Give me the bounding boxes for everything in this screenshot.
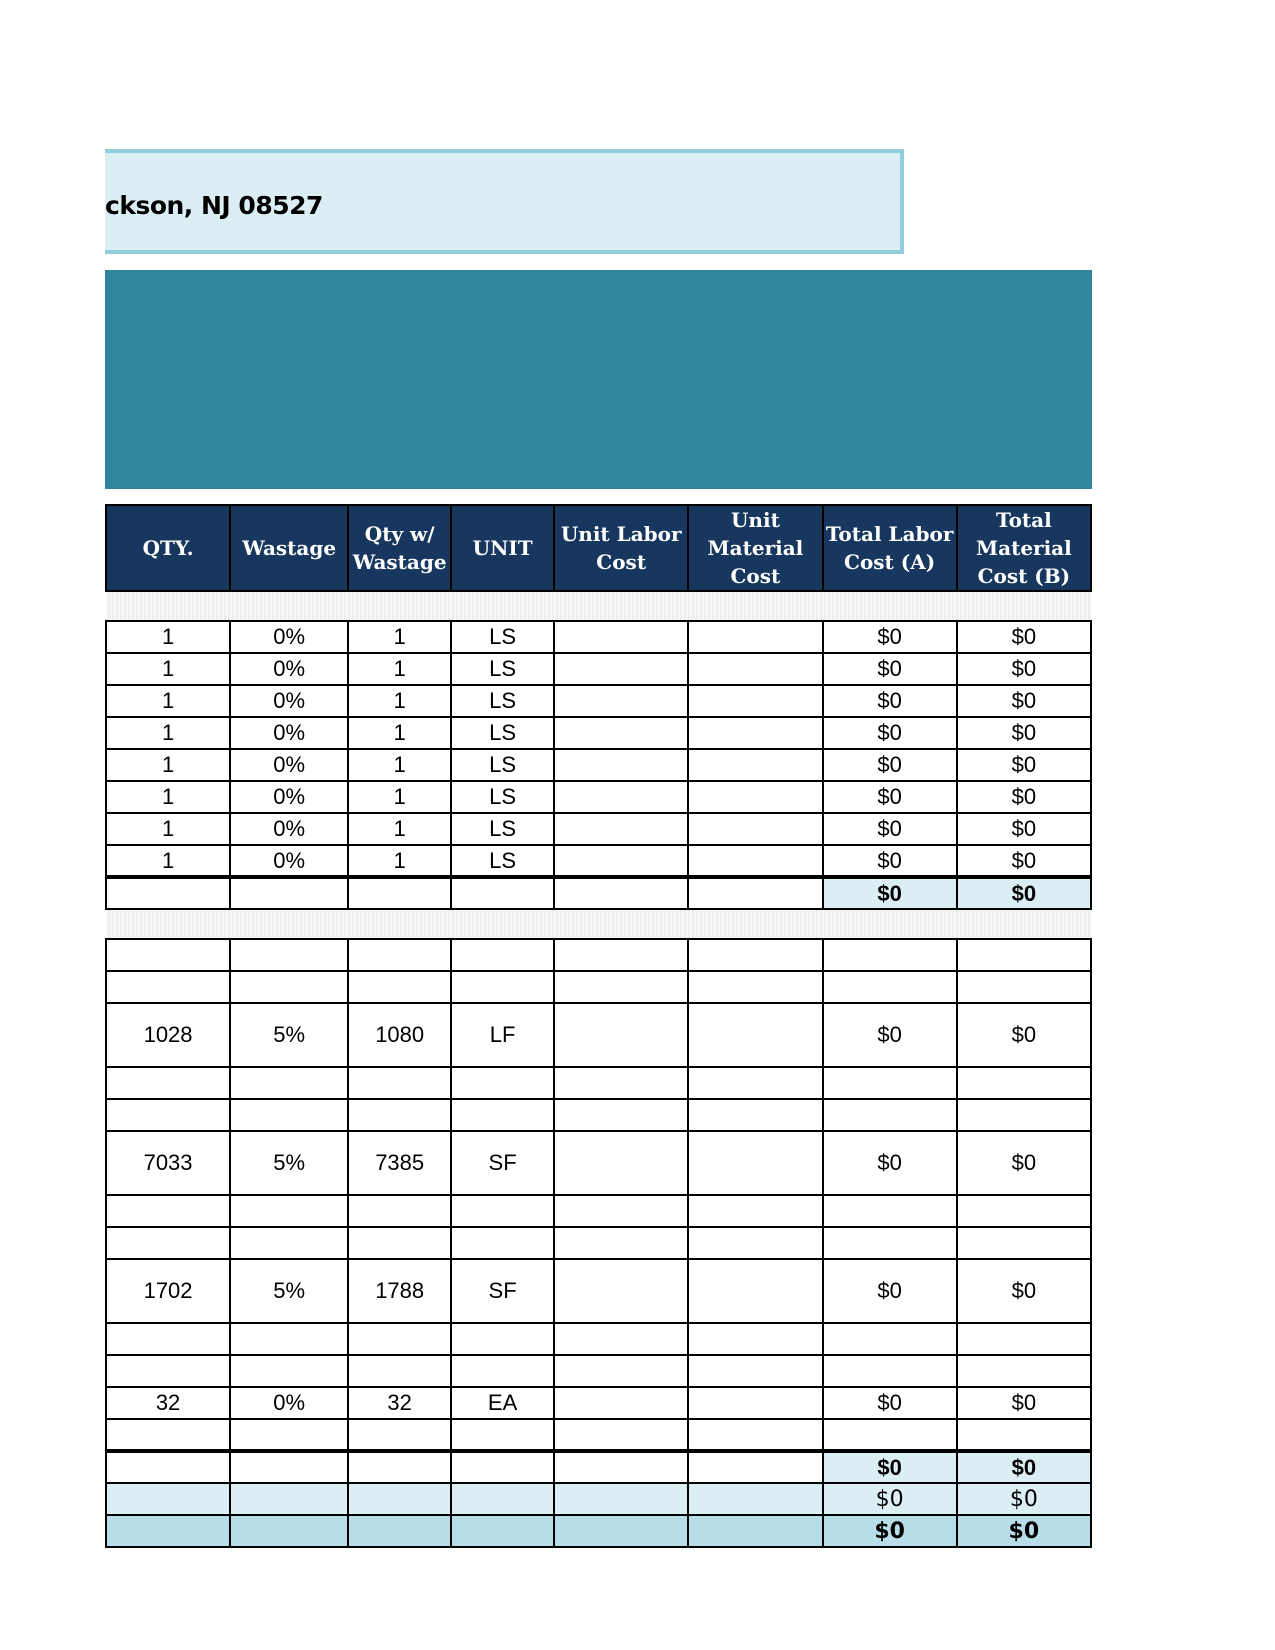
table-row — [106, 845, 1091, 877]
cell-qty-with-wastage — [348, 1451, 451, 1483]
cell-unit[interactable]: LS — [451, 653, 554, 685]
cell-total-material-cost[interactable] — [957, 1323, 1091, 1355]
cell-unit[interactable]: LF — [451, 1003, 554, 1067]
cell-wastage[interactable]: 0% — [230, 717, 348, 749]
cell-qty-with-wastage[interactable]: 1 — [348, 653, 451, 685]
cell-unit[interactable] — [451, 939, 554, 971]
cell-total-labor-cost[interactable] — [823, 1419, 957, 1451]
table-row — [106, 971, 1091, 1003]
cell-unit-labor-cost[interactable] — [554, 971, 688, 1003]
cell-unit-material-cost — [688, 1515, 822, 1547]
cell-unit[interactable] — [451, 1227, 554, 1259]
cell-wastage[interactable] — [230, 971, 348, 1003]
cell-qty[interactable]: 1 — [106, 717, 230, 749]
cell-unit-material-cost[interactable] — [688, 1355, 822, 1387]
cell-qty[interactable]: 1702 — [106, 1259, 230, 1323]
cell-unit-material-cost[interactable] — [688, 781, 822, 813]
subtotal-section-1-material: $0 — [957, 877, 1091, 909]
col-header-unit-labor-cost: Unit Labor Cost — [554, 505, 688, 591]
cell-wastage[interactable] — [230, 1067, 348, 1099]
cell-unit-labor-cost — [554, 1451, 688, 1483]
cell-total-labor-cost[interactable]: $0 — [823, 685, 957, 717]
cell-total-material-cost[interactable]: $0 — [957, 653, 1091, 685]
cell-qty-with-wastage[interactable]: 1 — [348, 685, 451, 717]
cell-qty-with-wastage[interactable] — [348, 1355, 451, 1387]
cell-unit-labor-cost[interactable] — [554, 845, 688, 877]
cell-qty[interactable]: 1 — [106, 749, 230, 781]
header-row — [106, 505, 1091, 591]
cell-qty[interactable] — [106, 1355, 230, 1387]
cell-unit-material-cost[interactable] — [688, 1003, 822, 1067]
cell-qty-with-wastage[interactable] — [348, 1323, 451, 1355]
table-row — [106, 1195, 1091, 1227]
col-header-qty-with-wastage: Qty w/ Wastage — [348, 505, 451, 591]
cell-qty-with-wastage[interactable] — [348, 939, 451, 971]
cell-wastage — [230, 1515, 348, 1547]
cell-unit-material-cost[interactable] — [688, 1131, 822, 1195]
grand-total-row — [106, 1515, 1091, 1547]
cell-unit[interactable]: LS — [451, 621, 554, 653]
section-divider-cell — [106, 591, 1091, 621]
cell-unit-material-cost[interactable] — [688, 749, 822, 781]
cell-qty[interactable]: 7033 — [106, 1131, 230, 1195]
cell-unit-labor-cost[interactable] — [554, 1003, 688, 1067]
cell-total-material-cost[interactable] — [957, 1195, 1091, 1227]
cell-total-labor-cost[interactable] — [823, 1227, 957, 1259]
table-row — [106, 939, 1091, 971]
cell-wastage[interactable] — [230, 1323, 348, 1355]
table-row — [106, 1131, 1091, 1195]
table-row — [106, 781, 1091, 813]
cell-unit-labor-cost[interactable] — [554, 749, 688, 781]
cell-qty-with-wastage[interactable]: 1 — [348, 845, 451, 877]
subtotal-section-2-labor: $0 — [823, 1451, 957, 1483]
cell-unit-labor-cost[interactable] — [554, 1387, 688, 1419]
cell-unit-material-cost — [688, 1483, 822, 1515]
cell-total-labor-cost[interactable]: $0 — [823, 813, 957, 845]
cell-wastage[interactable]: 0% — [230, 621, 348, 653]
cell-total-labor-cost[interactable]: $0 — [823, 845, 957, 877]
grand-total-row-labor: $0 — [823, 1515, 957, 1547]
cell-unit-labor-cost[interactable] — [554, 717, 688, 749]
subtotal-section-2-material: $0 — [957, 1451, 1091, 1483]
cell-unit[interactable] — [451, 971, 554, 1003]
cell-qty-with-wastage[interactable]: 1788 — [348, 1259, 451, 1323]
subtotal-section-2 — [106, 1451, 1091, 1483]
cell-qty — [106, 1483, 230, 1515]
cell-unit-labor-cost[interactable] — [554, 813, 688, 845]
cell-qty-with-wastage[interactable] — [348, 1227, 451, 1259]
cell-unit[interactable] — [451, 1195, 554, 1227]
cell-unit-labor-cost[interactable] — [554, 1099, 688, 1131]
cell-unit[interactable] — [451, 1099, 554, 1131]
cell-unit-material-cost[interactable] — [688, 1419, 822, 1451]
cell-unit-labor-cost[interactable] — [554, 781, 688, 813]
cell-wastage[interactable]: 0% — [230, 1387, 348, 1419]
cell-total-labor-cost[interactable] — [823, 1067, 957, 1099]
cell-qty-with-wastage[interactable] — [348, 1099, 451, 1131]
table-row — [106, 685, 1091, 717]
cell-qty[interactable]: 1 — [106, 621, 230, 653]
cell-unit-material-cost — [688, 1451, 822, 1483]
section-divider — [106, 591, 1091, 621]
cell-total-labor-cost[interactable]: $0 — [823, 717, 957, 749]
cell-wastage — [230, 1451, 348, 1483]
cell-qty-with-wastage[interactable]: 1 — [348, 813, 451, 845]
cell-total-material-cost[interactable]: $0 — [957, 717, 1091, 749]
cell-total-material-cost[interactable] — [957, 1099, 1091, 1131]
cell-qty[interactable]: 1 — [106, 781, 230, 813]
cell-unit[interactable]: LS — [451, 717, 554, 749]
col-header-total-material-cost: Total Material Cost (B) — [957, 505, 1091, 591]
cell-unit-labor-cost[interactable] — [554, 1259, 688, 1323]
cell-wastage[interactable] — [230, 1419, 348, 1451]
cell-qty[interactable]: 1 — [106, 813, 230, 845]
table-row — [106, 1259, 1091, 1323]
cell-unit-labor-cost — [554, 1515, 688, 1547]
table-row — [106, 1227, 1091, 1259]
cell-qty-with-wastage[interactable] — [348, 1195, 451, 1227]
cell-unit-material-cost[interactable] — [688, 685, 822, 717]
col-header-unit: UNIT — [451, 505, 554, 591]
cell-unit-material-cost — [688, 877, 822, 909]
subtotal-section-1 — [106, 877, 1091, 909]
table-row — [106, 1419, 1091, 1451]
cell-unit-labor-cost — [554, 1483, 688, 1515]
cell-wastage[interactable] — [230, 939, 348, 971]
cell-unit-material-cost[interactable] — [688, 971, 822, 1003]
cell-unit[interactable] — [451, 1419, 554, 1451]
cell-unit-labor-cost[interactable] — [554, 1323, 688, 1355]
cell-unit — [451, 877, 554, 909]
cell-unit[interactable] — [451, 1355, 554, 1387]
table-row — [106, 1355, 1091, 1387]
cell-qty[interactable]: 1 — [106, 845, 230, 877]
table-row — [106, 1003, 1091, 1067]
cell-qty-with-wastage — [348, 1483, 451, 1515]
cell-total-labor-cost[interactable] — [823, 1195, 957, 1227]
cell-wastage[interactable]: 0% — [230, 685, 348, 717]
table-row — [106, 621, 1091, 653]
cell-unit-material-cost[interactable] — [688, 653, 822, 685]
table-row — [106, 717, 1091, 749]
cell-unit[interactable] — [451, 1067, 554, 1099]
cell-qty[interactable]: 1028 — [106, 1003, 230, 1067]
cell-unit-material-cost[interactable] — [688, 1323, 822, 1355]
cell-unit-material-cost[interactable] — [688, 939, 822, 971]
tax-row — [106, 1483, 1091, 1515]
cell-unit[interactable]: LS — [451, 813, 554, 845]
tax-row-labor: $0 — [823, 1483, 957, 1515]
cell-qty[interactable] — [106, 939, 230, 971]
cell-unit-labor-cost[interactable] — [554, 1195, 688, 1227]
cell-qty-with-wastage[interactable]: 1 — [348, 717, 451, 749]
cell-total-labor-cost[interactable]: $0 — [823, 1387, 957, 1419]
cell-total-material-cost[interactable]: $0 — [957, 621, 1091, 653]
cell-unit-labor-cost — [554, 877, 688, 909]
tax-row-material: $0 — [957, 1483, 1091, 1515]
cell-wastage[interactable]: 0% — [230, 653, 348, 685]
col-header-total-labor-cost: Total Labor Cost (A) — [823, 505, 957, 591]
cell-qty[interactable] — [106, 1419, 230, 1451]
cell-total-material-cost[interactable] — [957, 1355, 1091, 1387]
cell-qty[interactable]: 32 — [106, 1387, 230, 1419]
section-divider — [106, 909, 1091, 939]
cell-wastage — [230, 877, 348, 909]
cell-total-material-cost[interactable] — [957, 1067, 1091, 1099]
cell-unit-material-cost[interactable] — [688, 1195, 822, 1227]
cell-total-labor-cost[interactable] — [823, 1323, 957, 1355]
cell-wastage[interactable]: 0% — [230, 749, 348, 781]
cell-unit — [451, 1451, 554, 1483]
cell-wastage[interactable]: 0% — [230, 781, 348, 813]
cell-total-labor-cost[interactable]: $0 — [823, 1131, 957, 1195]
table-row — [106, 1387, 1091, 1419]
cell-unit-material-cost[interactable] — [688, 1099, 822, 1131]
cell-total-material-cost[interactable]: $0 — [957, 813, 1091, 845]
cell-total-labor-cost[interactable]: $0 — [823, 749, 957, 781]
table-row — [106, 1323, 1091, 1355]
cell-wastage[interactable] — [230, 1195, 348, 1227]
cell-unit-material-cost[interactable] — [688, 813, 822, 845]
cell-qty[interactable]: 1 — [106, 653, 230, 685]
cell-qty-with-wastage[interactable]: 1 — [348, 781, 451, 813]
cell-qty[interactable] — [106, 1067, 230, 1099]
cell-total-material-cost[interactable] — [957, 939, 1091, 971]
cell-qty-with-wastage[interactable]: 32 — [348, 1387, 451, 1419]
cell-unit-labor-cost[interactable] — [554, 685, 688, 717]
cell-unit-labor-cost[interactable] — [554, 1419, 688, 1451]
cell-total-material-cost[interactable]: $0 — [957, 845, 1091, 877]
cell-qty — [106, 1451, 230, 1483]
cell-qty-with-wastage[interactable] — [348, 1419, 451, 1451]
cell-total-material-cost[interactable]: $0 — [957, 781, 1091, 813]
cell-wastage[interactable]: 5% — [230, 1131, 348, 1195]
cell-unit[interactable]: LS — [451, 845, 554, 877]
cell-unit[interactable]: SF — [451, 1131, 554, 1195]
cell-qty — [106, 877, 230, 909]
cell-unit-labor-cost[interactable] — [554, 621, 688, 653]
cell-qty-with-wastage[interactable]: 1080 — [348, 1003, 451, 1067]
table-row — [106, 653, 1091, 685]
project-address: ckson, NJ 08527 — [105, 191, 323, 220]
cell-qty[interactable] — [106, 1323, 230, 1355]
cell-wastage[interactable] — [230, 1355, 348, 1387]
estimate-table — [105, 504, 1092, 1548]
cell-total-material-cost[interactable]: $0 — [957, 749, 1091, 781]
cell-total-labor-cost[interactable]: $0 — [823, 781, 957, 813]
cell-wastage[interactable]: 5% — [230, 1259, 348, 1323]
cell-unit[interactable]: EA — [451, 1387, 554, 1419]
cell-wastage[interactable]: 5% — [230, 1003, 348, 1067]
cell-unit — [451, 1483, 554, 1515]
cell-total-material-cost[interactable] — [957, 1419, 1091, 1451]
cell-total-material-cost[interactable] — [957, 1227, 1091, 1259]
cell-qty-with-wastage[interactable]: 1 — [348, 621, 451, 653]
address-box — [105, 149, 904, 254]
cell-total-material-cost[interactable]: $0 — [957, 1259, 1091, 1323]
cell-qty-with-wastage[interactable] — [348, 971, 451, 1003]
section-divider-cell — [106, 909, 1091, 939]
table-row — [106, 1099, 1091, 1131]
cell-qty-with-wastage[interactable] — [348, 1067, 451, 1099]
cell-total-material-cost[interactable]: $0 — [957, 685, 1091, 717]
cell-total-labor-cost[interactable]: $0 — [823, 653, 957, 685]
table-row — [106, 749, 1091, 781]
cell-wastage[interactable] — [230, 1099, 348, 1131]
cell-qty[interactable] — [106, 1195, 230, 1227]
cell-unit-labor-cost[interactable] — [554, 939, 688, 971]
col-header-qty: QTY. — [106, 505, 230, 591]
table-row — [106, 813, 1091, 845]
cell-total-material-cost[interactable]: $0 — [957, 1131, 1091, 1195]
cell-qty[interactable] — [106, 971, 230, 1003]
cell-qty-with-wastage[interactable]: 1 — [348, 749, 451, 781]
cell-unit-material-cost[interactable] — [688, 845, 822, 877]
cell-total-labor-cost[interactable]: $0 — [823, 621, 957, 653]
table-row — [106, 1067, 1091, 1099]
cell-total-material-cost[interactable]: $0 — [957, 1387, 1091, 1419]
cell-qty-with-wastage — [348, 877, 451, 909]
cell-total-labor-cost[interactable]: $0 — [823, 1003, 957, 1067]
cell-unit-labor-cost[interactable] — [554, 1067, 688, 1099]
cell-unit-material-cost[interactable] — [688, 1227, 822, 1259]
cell-unit-material-cost[interactable] — [688, 1067, 822, 1099]
cell-unit-material-cost[interactable] — [688, 1259, 822, 1323]
cell-wastage[interactable]: 0% — [230, 813, 348, 845]
cell-total-labor-cost[interactable] — [823, 1355, 957, 1387]
cell-total-material-cost[interactable] — [957, 971, 1091, 1003]
cell-total-labor-cost[interactable] — [823, 971, 957, 1003]
cell-qty[interactable] — [106, 1099, 230, 1131]
cell-qty — [106, 1515, 230, 1547]
cell-unit[interactable]: LS — [451, 781, 554, 813]
col-header-wastage: Wastage — [230, 505, 348, 591]
cell-unit[interactable]: LS — [451, 749, 554, 781]
cell-total-labor-cost[interactable] — [823, 939, 957, 971]
cell-total-labor-cost[interactable]: $0 — [823, 1259, 957, 1323]
cell-qty[interactable]: 1 — [106, 685, 230, 717]
cell-unit-labor-cost[interactable] — [554, 1355, 688, 1387]
cell-unit[interactable]: LS — [451, 685, 554, 717]
subtotal-section-1-labor: $0 — [823, 877, 957, 909]
cell-total-material-cost[interactable]: $0 — [957, 1003, 1091, 1067]
cell-unit-labor-cost[interactable] — [554, 653, 688, 685]
cell-unit-material-cost[interactable] — [688, 1387, 822, 1419]
cell-qty-with-wastage — [348, 1515, 451, 1547]
cell-qty[interactable] — [106, 1227, 230, 1259]
cell-wastage — [230, 1483, 348, 1515]
cell-unit-labor-cost[interactable] — [554, 1227, 688, 1259]
cell-qty-with-wastage[interactable]: 7385 — [348, 1131, 451, 1195]
cell-unit[interactable] — [451, 1323, 554, 1355]
cell-wastage[interactable]: 0% — [230, 845, 348, 877]
cell-unit[interactable]: SF — [451, 1259, 554, 1323]
cell-unit-material-cost[interactable] — [688, 621, 822, 653]
title-banner — [105, 270, 1092, 489]
cell-wastage[interactable] — [230, 1227, 348, 1259]
cell-unit-material-cost[interactable] — [688, 717, 822, 749]
cell-unit-labor-cost[interactable] — [554, 1131, 688, 1195]
cell-unit — [451, 1515, 554, 1547]
cell-total-labor-cost[interactable] — [823, 1099, 957, 1131]
col-header-unit-material-cost: Unit Material Cost — [688, 505, 822, 591]
grand-total-row-material: $0 — [957, 1515, 1091, 1547]
